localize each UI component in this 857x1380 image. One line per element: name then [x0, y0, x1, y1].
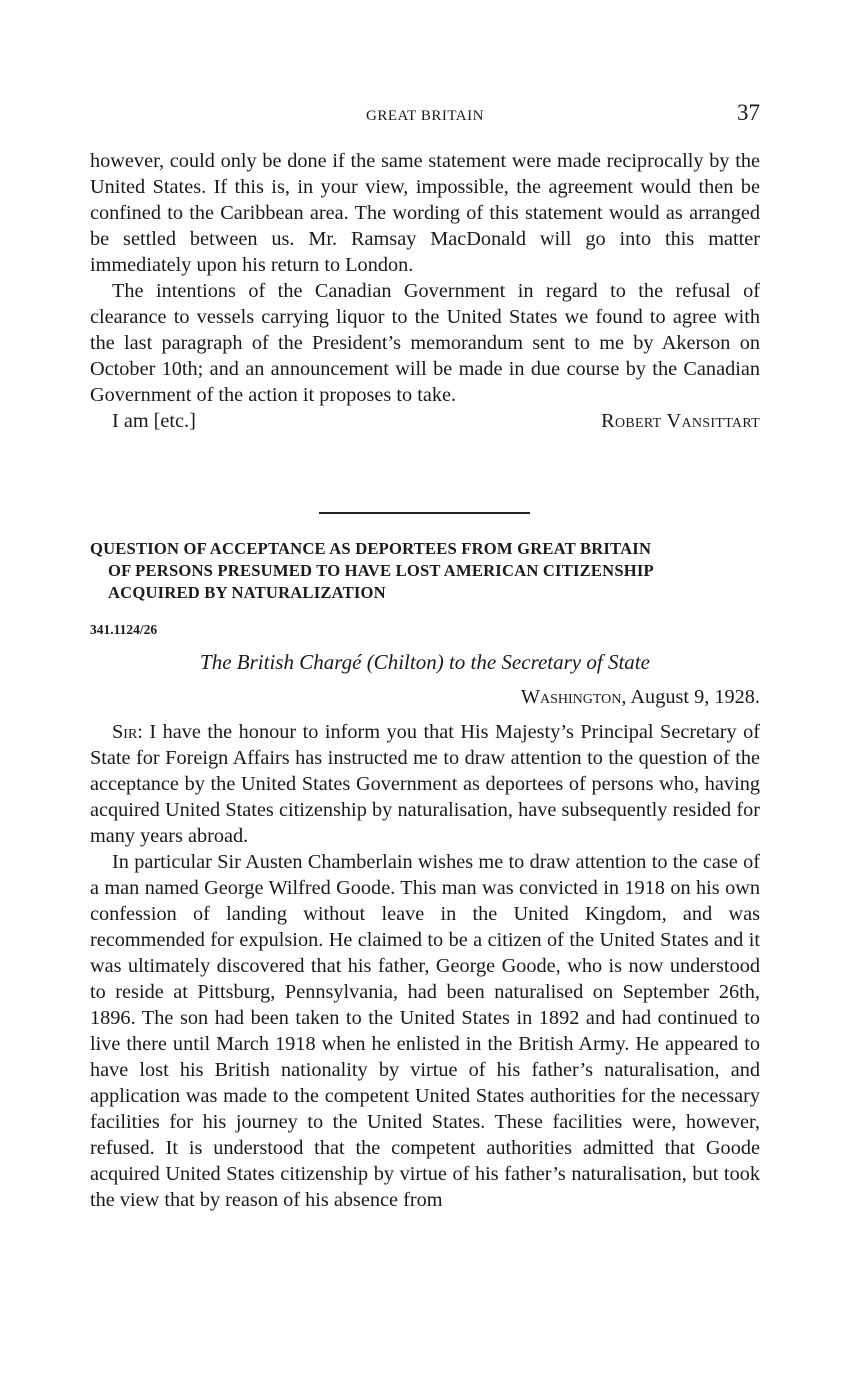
heading-line: OF PERSONS PRESUMED TO HAVE LOST AMERICAN CITIZENSHIP: [108, 561, 654, 580]
page-number: 37: [737, 100, 760, 125]
dateline-date: August 9, 1928.: [630, 686, 760, 708]
running-head: [90, 100, 760, 134]
heading-line: QUESTION OF ACCEPTANCE AS DEPORTEES FROM GREAT BRITAIN: [90, 539, 652, 558]
body-paragraph: [90, 719, 760, 849]
preceding-letter: [90, 148, 760, 434]
salutation: Sir:: [112, 721, 143, 743]
closing-text: I am [etc.]: [112, 410, 196, 432]
running-title: GREAT BRITAIN: [366, 108, 484, 124]
heading-line: ACQUIRED BY NATURALIZATION: [108, 583, 386, 602]
document-title: The British Chargé (Chilton) to the Secretary of State: [200, 650, 650, 674]
paragraph-text: I have the honour to inform you that His Majesty’s Principal Secretary of State for Foreign Affairs has instructed me to draw attention to the question of the acceptance by the United States Government as deportees of persons who, having acquired United States citizenship by naturalisation, have subsequently resided for many years abroad.: [90, 721, 760, 847]
closing-line: [90, 408, 760, 434]
section-divider: [319, 512, 530, 514]
dateline: [521, 686, 760, 709]
signature: Robert Vansittart: [601, 410, 760, 432]
letter-body: [90, 719, 760, 1213]
body-paragraph: however, could only be done if the same statement were made reciprocally by the United States. If this is, in your view, impossible, the agreement would then be confined to the Caribbean area. The wording of this statement would as arranged be settled between us. Mr. Ramsay MacDonald will go into this matter immediately upon his return to London.: [90, 150, 760, 276]
file-number: 341.1124/26: [90, 622, 158, 637]
dateline-place: Washington,: [520, 686, 627, 708]
body-paragraph: In particular Sir Austen Chamberlain wishes me to draw attention to the case of a man named George Wilfred Goode. This man was convicted in 1918 on his own confession of landing without leave in the United Kingdom, and was recommended for expulsion. He claimed to be a citizen of the United States and it was ultimately discovered that his father, George Goode, who is now understood to reside at Pittsburg, Pennsylvania, had been naturalised on September 26th, 1896. The son had been taken to the United States in 1892 and had continued to live there until March 1918 when he enlisted in the British Army. He appeared to have lost his British nationality by virtue of his father’s naturalisation, and application was made to the competent United States authorities for the necessary facilities for his journey to the United States. These facilities were, however, refused. It is understood that the competent authorities admitted that Goode acquired United States citizenship by virtue of his father’s naturalisation, but took the view that by reason of his absence from: [90, 851, 760, 1211]
section-heading: [90, 538, 760, 604]
body-paragraph: The intentions of the Canadian Government in regard to the refusal of clearance to vessels carrying liquor to the United States we found to agree with the last paragraph of the President’s memorandum sent to me by Akerson on October 10th; and an announcement will be made in due course by the Canadian Government of the action it proposes to take.: [90, 280, 760, 406]
